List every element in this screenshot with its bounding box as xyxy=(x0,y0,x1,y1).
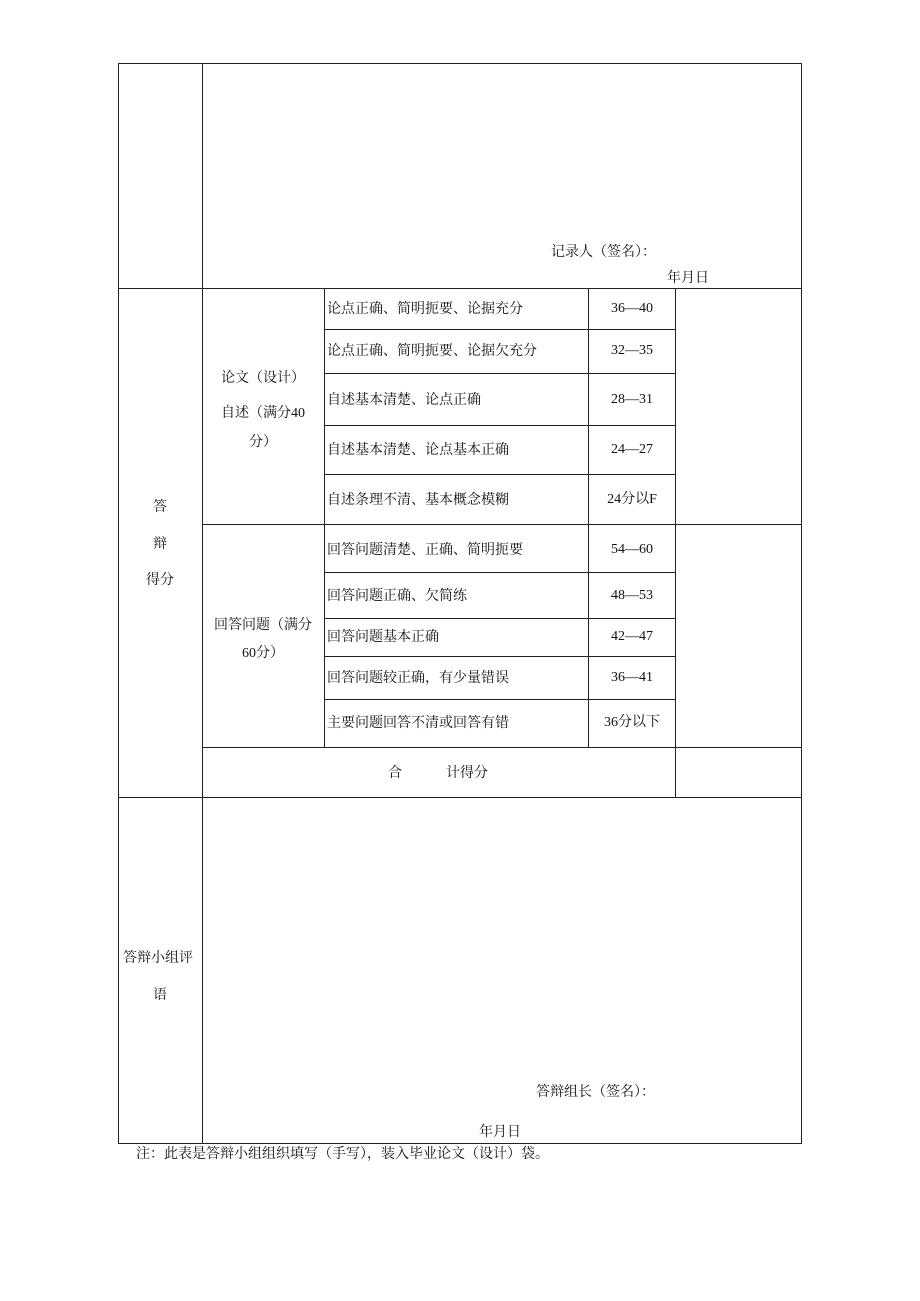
criterion-text: 回答问题清楚、正确、简明扼要 xyxy=(327,542,523,558)
row-divider-score xyxy=(118,797,802,798)
leader-signature-label: 答辩组长（签名）： xyxy=(536,1084,655,1100)
part1-label-line2: 自述（满分40 xyxy=(221,406,305,421)
part1-label-line3: 分） xyxy=(249,434,277,450)
comment-date-label: 年月日 xyxy=(479,1124,521,1140)
part2-label-line1: 回答问题（满分 xyxy=(214,617,312,633)
part-column-divider xyxy=(324,288,325,748)
criterion-divider xyxy=(324,425,675,426)
criterion-text: 论点正确、简明扼要、论据充分 xyxy=(327,301,523,317)
criterion-text: 自述基本清楚、论点基本正确 xyxy=(327,442,509,458)
criterion-divider xyxy=(324,572,675,573)
table-border-top xyxy=(118,63,802,64)
table-border-left xyxy=(118,63,119,1144)
label-column-divider xyxy=(202,63,203,1144)
criterion-divider xyxy=(324,656,675,657)
score-range: 32—35 xyxy=(611,343,653,358)
comment-label-line2: 语 xyxy=(153,987,167,1003)
score-header-rest: 得分 xyxy=(146,572,174,588)
score-range: 36—41 xyxy=(611,670,653,685)
score-range: 36—40 xyxy=(611,301,653,316)
criterion-text: 自述基本清楚、论点正确 xyxy=(327,392,481,408)
score-range: 24分以F xyxy=(607,492,657,507)
part2-score-cell[interactable] xyxy=(676,525,801,747)
criterion-text: 主要问题回答不清或回答有错 xyxy=(327,715,509,731)
score-range: 42—47 xyxy=(611,629,653,644)
table-border-right xyxy=(801,63,802,1144)
score-header-char-2: 辩 xyxy=(153,536,167,552)
criterion-divider xyxy=(324,373,675,374)
footnote: 注：此表是答辩小组组织填写（手写），装入毕业论文（设计）袋。 xyxy=(136,1146,549,1162)
score-range: 24—27 xyxy=(611,442,653,457)
criterion-divider xyxy=(324,329,675,330)
total-score-cell[interactable] xyxy=(676,748,801,797)
criterion-divider xyxy=(324,474,675,475)
part2-label-line2: 60分） xyxy=(242,646,284,661)
criterion-text: 回答问题正确、欠简练 xyxy=(327,588,467,604)
score-range: 54—60 xyxy=(611,542,653,557)
part1-label-line1: 论文（设计） xyxy=(221,370,305,386)
total-label-part2: 计得分 xyxy=(446,765,488,781)
table-border-bottom xyxy=(118,1143,802,1144)
criterion-divider xyxy=(324,618,675,619)
criterion-text: 自述条理不清、基本概念模糊 xyxy=(327,492,509,508)
criterion-text: 回答问题较正确，有少量错误 xyxy=(327,670,509,686)
score-header-char-1: 答 xyxy=(153,499,167,515)
comment-label-line1: 答辩小组评 xyxy=(123,950,193,966)
recorder-signature-label: 记录人（签名）： xyxy=(551,244,656,260)
criterion-divider xyxy=(324,699,675,700)
part1-score-cell[interactable] xyxy=(676,289,801,524)
score-range: 36分以下 xyxy=(604,715,660,730)
total-label-part1: 合 xyxy=(388,765,402,781)
score-range: 28—31 xyxy=(611,392,653,407)
criterion-text: 论点正确、简明扼要、论据欠充分 xyxy=(327,343,537,359)
criterion-text: 回答问题基本正确 xyxy=(327,629,439,645)
score-range: 48—53 xyxy=(611,588,653,603)
record-date-label: 年月日 xyxy=(667,270,709,286)
